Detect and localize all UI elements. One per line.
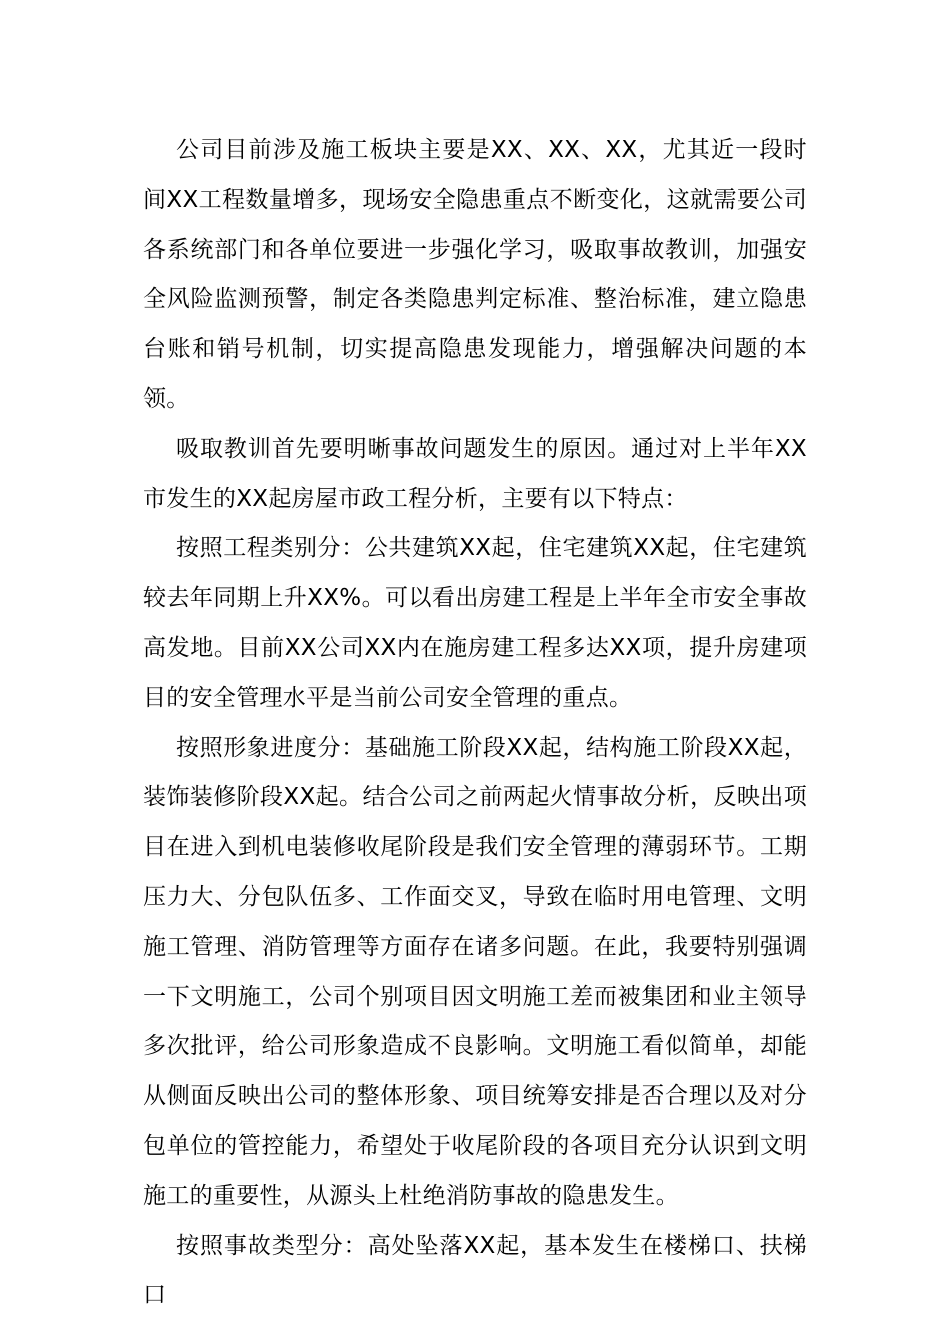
- paragraph-by-project-type: 按照工程类别分：公共建筑XX起，住宅建筑XX起，住宅建筑较去年同期上升XX%。可以看出房建工程是上半年全市安全事故高发地。目前XX公司XX内在施房建工程多达XX项，提升房建项目的安全管理水平是当前公司安全管理的重点。: [143, 535, 807, 711]
- paragraph-by-progress-stage: 按照形象进度分：基础施工阶段XX起，结构施工阶段XX起，装饰装修阶段XX起。结合公司之前两起火情事故分析，反映出项目在进入到机电装修收尾阶段是我们安全管理的薄弱环节。工期压力大、分包队伍多、工作面交叉，导致在临时用电管理、文明施工管理、消防管理等方面存在诸多问题。在此，我要特别强调一下文明施工，公司个别项目因文明施工差而被集团和业主领导多次批评，给公司形象造成不良影响。文明施工看似简单，却能从侧面反映出公司的整体形象、项目统筹安排是否合理以及对分包单位的管控能力，希望处于收尾阶段的各项目充分认识到文明施工的重要性，从源头上杜绝消防事故的隐患发生。: [143, 734, 807, 1209]
- paragraph-accident-causes: 吸取教训首先要明晰事故问题发生的原因。通过对上半年XX市发生的XX起房屋市政工程分析，主要有以下特点：: [143, 435, 807, 512]
- document-body: [143, 126, 807, 1321]
- paragraph-construction-sectors: 公司目前涉及施工板块主要是XX、XX、XX，尤其近一段时间XX工程数量增多，现场安全隐患重点不断变化，这就需要公司各系统部门和各单位要进一步强化学习，吸取事故教训，加强安全风险监测预警，制定各类隐患判定标准、整治标准，建立隐患台账和销号机制，切实提高隐患发现能力，增强解决问题的本领。: [143, 137, 807, 412]
- paragraph-by-accident-type: 按照事故类型分：高处坠落XX起，基本发生在楼梯口、扶梯口: [143, 1232, 807, 1309]
